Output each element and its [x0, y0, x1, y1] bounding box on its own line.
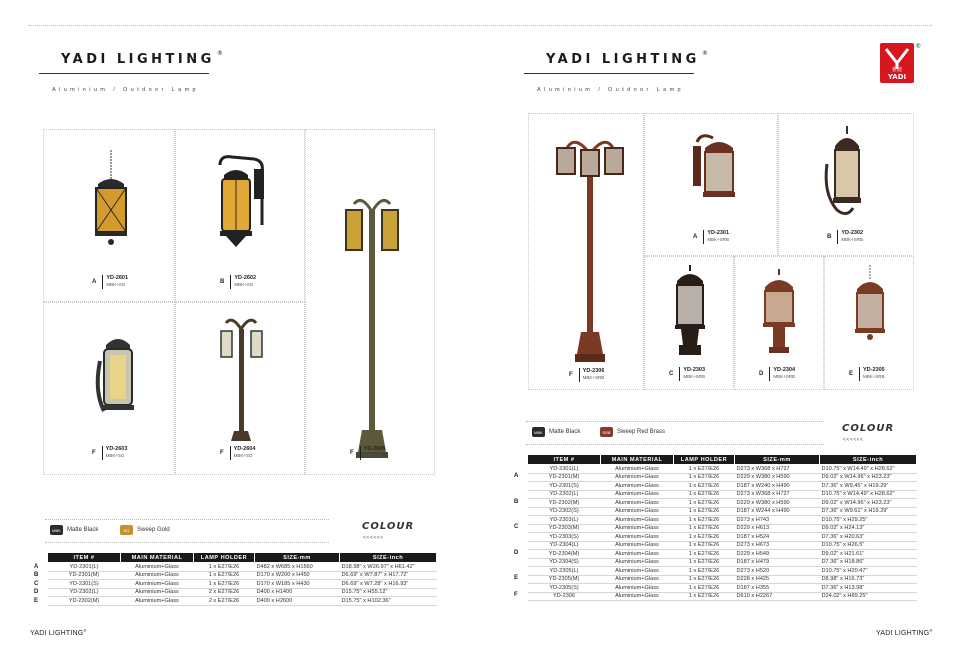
swatch-label: Sweep Gold: [137, 527, 170, 533]
pillar-lantern-image: [673, 265, 707, 360]
left-spec-table: [47, 552, 437, 606]
cell-size-mm: D482 x W685 x H1560: [255, 563, 340, 572]
cell-material: Aluminium+Glass: [601, 499, 674, 508]
product-code: YD-2302: [841, 230, 864, 236]
swatch-chip: SRB: [600, 427, 613, 437]
product-finish: MBK+SRB: [841, 237, 863, 242]
product-cell-yd-2302[interactable]: [778, 113, 914, 256]
cell-material: Aluminium+Glass: [601, 482, 674, 491]
cell-material: Aluminium+Glass: [601, 575, 674, 584]
cell-holder: 1 x E27/E26: [674, 558, 735, 567]
swatch-rule-top: [45, 519, 329, 520]
cell-size-mm: D187 x W244 x H490: [735, 507, 820, 516]
product-cell-yd-2602[interactable]: [175, 129, 305, 302]
double-garden-lamp-image: [218, 313, 266, 443]
cell-item: YD-2302(L): [48, 588, 121, 597]
table-row: [48, 588, 437, 597]
swatch-rule-bottom: [45, 542, 329, 543]
cell-size-mm: D187 x H524: [735, 533, 820, 542]
product-code: YD-2303: [683, 367, 706, 373]
cell-size-inch: D7.36" x W9.45" x H19.29": [820, 482, 917, 491]
product-label: [669, 367, 705, 381]
wall-lantern-image: [214, 155, 270, 255]
cell-size-mm: D170 x W200 x H450: [255, 571, 340, 580]
right-brand-underline: [524, 73, 694, 74]
table-row: [528, 567, 917, 576]
product-letter: B: [827, 234, 832, 240]
cell-item: YD-2301(L): [48, 563, 121, 572]
header-holder: LAMP HOLDER: [674, 455, 735, 465]
cell-size-inch: D15.75" x H55.12": [340, 588, 437, 597]
product-letter: E: [849, 371, 854, 377]
table-row: [528, 541, 917, 550]
product-code: YD-2601: [106, 275, 129, 281]
cell-holder: 1 x E27/E26: [674, 473, 735, 482]
table-row: [528, 558, 917, 567]
cell-holder: 2 x E27/E26: [194, 597, 255, 606]
group-letter: C: [514, 524, 519, 531]
cell-size-mm: D273 x H520: [735, 567, 820, 576]
header-size-mm: SIZE-mm: [735, 455, 820, 465]
cell-size-mm: D229 x H613: [735, 524, 820, 533]
cell-size-inch: D7.36" x H13.98": [820, 584, 917, 593]
wall-lantern-image: [823, 124, 873, 224]
table-row: [528, 584, 917, 593]
table-row: [528, 490, 917, 499]
cell-size-inch: D6.69" x W7.28" x H16.93": [340, 580, 437, 589]
table-row: [528, 592, 917, 601]
product-finish: MBK+SRB: [773, 374, 795, 379]
product-finish: MBK+SG: [106, 282, 126, 287]
table-header-row: [48, 553, 437, 563]
cell-size-inch: D10.75" x W14.49" x H28.62": [820, 465, 917, 474]
cell-material: Aluminium+Glass: [601, 533, 674, 542]
product-code: YD-2305: [863, 367, 885, 373]
swatch-label: Matte Black: [67, 527, 99, 533]
cell-item: YD-2305(S): [528, 584, 601, 593]
logo-text: YADI: [887, 73, 907, 81]
product-label: [849, 367, 885, 381]
cell-size-mm: D610 x H2267: [735, 592, 820, 601]
product-label: [92, 446, 127, 460]
header-material: MAIN MATERIAL: [121, 553, 194, 563]
cell-size-inch: D24.02" x H89.25": [820, 592, 917, 601]
product-cell-yd-2306[interactable]: [528, 113, 644, 390]
right-footer-reg: ®: [929, 628, 933, 633]
cell-holder: 1 x E27/E26: [674, 490, 735, 499]
header-material: MAIN MATERIAL: [601, 455, 674, 465]
product-finish: MBK+SRB: [863, 374, 885, 379]
product-letter: B: [220, 279, 225, 285]
row-letter: E: [34, 597, 39, 604]
cell-item: YD-2304(L): [528, 541, 601, 550]
yadi-logo: [880, 43, 914, 83]
left-footer-text: YADI LIGHTING: [30, 630, 84, 638]
hanging-lantern-image: [853, 265, 887, 345]
swatch-label: Matte Black: [549, 429, 581, 435]
left-footer-reg: ®: [83, 628, 87, 633]
cell-size-inch: D9.02" x H24.13": [820, 524, 917, 533]
cell-size-inch: D10.75" x H29.25": [820, 516, 917, 525]
swatch-matte-black: [50, 525, 98, 535]
cell-item: YD-2303(L): [528, 516, 601, 525]
product-letter: F: [220, 450, 224, 456]
pillar-lantern-image: [761, 269, 797, 359]
product-label: [220, 446, 255, 460]
header-item: ITEM #: [528, 455, 601, 465]
product-code: YD-2304: [773, 367, 796, 373]
cell-holder: 1 x E27/E26: [674, 584, 735, 593]
cell-material: Aluminium+Glass: [601, 465, 674, 474]
swatch-rule-bottom: [526, 444, 824, 445]
double-post-lamp-image: [340, 190, 404, 460]
swatch-chip: SG: [120, 525, 133, 535]
cell-holder: 1 x E27/E26: [674, 541, 735, 550]
row-letter: C: [34, 580, 39, 587]
left-brand-text: YADI LIGHTING: [61, 52, 215, 67]
cell-material: Aluminium+Glass: [121, 580, 194, 589]
right-brand-text: YADI LIGHTING: [546, 52, 700, 67]
cell-holder: 1 x E27/E26: [674, 533, 735, 542]
product-label: [350, 446, 385, 460]
cell-material: Aluminium+Glass: [601, 550, 674, 559]
cell-item: YD-2301(M): [48, 571, 121, 580]
cell-material: Aluminium+Glass: [601, 567, 674, 576]
left-footer: [30, 628, 87, 637]
cell-size-inch: D10.75" x W14.49" x H28.62": [820, 490, 917, 499]
cell-size-mm: D187 x W240 x H490: [735, 482, 820, 491]
cell-item: YD-2302(S): [528, 507, 601, 516]
cell-holder: 1 x E27/E26: [674, 567, 735, 576]
cell-size-inch: D10.75" x H20.47": [820, 567, 917, 576]
cell-size-mm: D229 x H549: [735, 550, 820, 559]
product-finish: MBK+SG: [233, 453, 253, 458]
cell-holder: 1 x E27/E26: [194, 580, 255, 589]
row-letter: A: [34, 563, 39, 570]
cell-holder: 1 x E27/E26: [674, 592, 735, 601]
cell-item: YD-2301(L): [528, 465, 601, 474]
product-label: [693, 230, 729, 244]
cell-item: YD-2301(M): [528, 473, 601, 482]
table-row: [528, 575, 917, 584]
cell-size-mm: D229 x W380 x H590: [735, 499, 820, 508]
cell-size-mm: D273 x W368 x H727: [735, 490, 820, 499]
table-row: [48, 597, 437, 606]
cell-material: Aluminium+Glass: [601, 592, 674, 601]
cell-size-mm: D170 x W185 x H430: [255, 580, 340, 589]
product-finish: MBK+SRB: [683, 374, 705, 379]
product-letter: A: [693, 234, 698, 240]
product-label: [92, 275, 128, 289]
cell-size-inch: D9.02" x W14.96" x H23.23": [820, 499, 917, 508]
cell-holder: 2 x E27/E26: [194, 588, 255, 597]
cell-material: Aluminium+Glass: [121, 588, 194, 597]
product-code: YD-2301: [707, 230, 730, 236]
cell-item: YD-2303(S): [528, 533, 601, 542]
cell-item: YD-2304(M): [528, 550, 601, 559]
swatch-chip: MBK: [50, 525, 63, 535]
product-code: YD-2602: [234, 275, 257, 281]
header-holder: LAMP HOLDER: [194, 553, 255, 563]
product-cell-yd-2604[interactable]: [175, 302, 305, 475]
product-letter: F: [350, 450, 354, 456]
table-row: [528, 507, 917, 516]
cell-item: YD-2302(L): [528, 490, 601, 499]
cell-material: Aluminium+Glass: [601, 541, 674, 550]
left-registered-mark: ®: [216, 50, 223, 57]
logo-chinese-text: 雅迪: [891, 67, 902, 73]
cell-size-mm: D273 x H673: [735, 541, 820, 550]
cell-size-mm: D273 x W368 x H727: [735, 465, 820, 474]
cell-holder: 1 x E27/E26: [674, 516, 735, 525]
row-letter: B: [34, 572, 39, 578]
cell-holder: 1 x E27/E26: [674, 465, 735, 474]
top-dotted-rule: [28, 25, 932, 26]
cell-size-inch: D7.36" x W9.61" x H19.29": [820, 507, 917, 516]
cell-size-inch: D9.02" x W14.96" x H23.23": [820, 473, 917, 482]
right-footer-text: YADI LIGHTING: [876, 630, 930, 638]
product-code: YD-2604: [233, 446, 256, 452]
wall-lantern-image: [691, 132, 737, 212]
cell-item: YD-2306: [528, 592, 601, 601]
right-brand-title: [546, 50, 708, 67]
table-row: [48, 563, 437, 572]
group-letter: F: [514, 592, 518, 599]
product-finish: MBK+SRB: [707, 237, 729, 242]
right-subtitle: Aluminium / Outdoor Lamp: [537, 87, 685, 93]
product-label: [569, 368, 604, 382]
colour-title: COLOUR: [842, 423, 895, 434]
cell-size-mm: D400 x H2600: [255, 597, 340, 606]
table-row: [528, 524, 917, 533]
cell-size-mm: D187 x H355: [735, 584, 820, 593]
cell-holder: 1 x E27/E26: [674, 575, 735, 584]
cell-material: Aluminium+Glass: [601, 558, 674, 567]
product-label: [220, 275, 256, 289]
group-letter: A: [514, 473, 519, 480]
group-letter: E: [514, 575, 519, 582]
cell-material: Aluminium+Glass: [601, 507, 674, 516]
cell-holder: 1 x E27/E26: [194, 571, 255, 580]
header-size-inch: SIZE-inch: [340, 553, 437, 563]
product-label: [827, 230, 863, 244]
table-row: [528, 550, 917, 559]
cell-material: Aluminium+Glass: [601, 516, 674, 525]
cell-holder: 1 x E27/E26: [674, 482, 735, 491]
left-subtitle: Aluminium / Outdoor Lamp: [52, 87, 200, 93]
colour-arrows: <<<<<<: [843, 437, 864, 443]
header-size-inch: SIZE-inch: [820, 455, 917, 465]
cell-material: Aluminium+Glass: [601, 584, 674, 593]
cell-material: Aluminium+Glass: [601, 524, 674, 533]
cell-item: YD-2301(S): [48, 580, 121, 589]
wall-lantern-image: [94, 331, 144, 431]
logo-registered-mark: ®: [916, 44, 921, 50]
table-row: [528, 465, 917, 474]
cell-size-inch: D7.36" x H18.86": [820, 558, 917, 567]
product-finish: MBK+SG: [363, 453, 383, 458]
cell-material: Aluminium+Glass: [121, 563, 194, 572]
product-letter: D: [759, 371, 764, 377]
product-cell-yd-2304[interactable]: [734, 256, 824, 390]
product-finish: MBK+SG: [234, 282, 254, 287]
cell-item: YD-2302(M): [528, 499, 601, 508]
product-cell-yd-2601[interactable]: [43, 129, 175, 302]
product-code: YD-2306: [582, 368, 605, 374]
cell-size-mm: D187 x H479: [735, 558, 820, 567]
header-size-mm: SIZE-mm: [255, 553, 340, 563]
product-cell-yd-2303[interactable]: [644, 256, 734, 390]
cell-item: YD-2302(M): [48, 597, 121, 606]
product-cell-yd-2605[interactable]: [305, 129, 435, 475]
triple-post-lamp-image: [555, 132, 625, 364]
cell-item: YD-2301(S): [528, 482, 601, 491]
product-finish: MBK+SG: [105, 453, 125, 458]
cell-material: Aluminium+Glass: [121, 571, 194, 580]
cell-item: YD-2305(M): [528, 575, 601, 584]
product-cell-yd-2301[interactable]: [644, 113, 778, 256]
cell-item: YD-2305(L): [528, 567, 601, 576]
cell-size-mm: D229 x W380 x H590: [735, 473, 820, 482]
cell-holder: 1 x E27/E26: [674, 550, 735, 559]
group-letter: D: [514, 549, 519, 556]
product-letter: F: [569, 372, 573, 378]
cell-holder: 1 x E27/E26: [674, 507, 735, 516]
table-row: [528, 482, 917, 491]
product-letter: A: [92, 279, 97, 285]
right-footer: [876, 628, 933, 637]
product-code: YD-2605: [363, 446, 386, 452]
right-registered-mark: ®: [701, 50, 708, 57]
right-spec-table: [527, 454, 917, 601]
product-letter: C: [669, 371, 674, 377]
cell-size-inch: D9.02" x H21.61": [820, 550, 917, 559]
colour-title: COLOUR: [362, 521, 415, 532]
cell-size-mm: D228 x H425: [735, 575, 820, 584]
swatch-rule-top: [526, 421, 824, 422]
swatch-matte-black: [532, 427, 580, 437]
cell-size-inch: D8.98" x H16.73": [820, 575, 917, 584]
table-row: [48, 580, 437, 589]
product-letter: F: [92, 450, 96, 456]
header-item: ITEM #: [48, 553, 121, 563]
cell-holder: 1 x E27/E26: [194, 563, 255, 572]
cell-material: Aluminium+Glass: [121, 597, 194, 606]
cell-item: YD-2303(M): [528, 524, 601, 533]
table-row: [528, 499, 917, 508]
row-letter: D: [34, 589, 39, 595]
swatch-sweep-gold: [120, 525, 170, 535]
cell-size-mm: D273 x H743: [735, 516, 820, 525]
cell-size-inch: D18.98" x W26.97" x H61.42": [340, 563, 437, 572]
group-letter: B: [514, 498, 519, 505]
product-finish: MBK+SRB: [582, 375, 605, 380]
swatch-sweep-red-brass: [600, 427, 665, 437]
cell-holder: 1 x E27/E26: [674, 499, 735, 508]
cell-size-mm: D400 x H1400: [255, 588, 340, 597]
product-cell-yd-2305[interactable]: [824, 256, 914, 390]
cell-item: YD-2304(S): [528, 558, 601, 567]
cell-material: Aluminium+Glass: [601, 473, 674, 482]
cell-size-inch: D15.75" x H102.36": [340, 597, 437, 606]
left-brand-title: [61, 50, 223, 67]
table-row: [48, 571, 437, 580]
left-brand-underline: [39, 73, 209, 74]
product-cell-yd-2603[interactable]: [43, 302, 175, 475]
product-code: YD-2603: [105, 446, 128, 452]
cell-size-inch: D10.75" x H26.5": [820, 541, 917, 550]
swatch-label: Sweep Red Brass: [617, 429, 666, 435]
table-row: [528, 533, 917, 542]
hanging-lantern-image: [90, 150, 132, 250]
table-row: [528, 473, 917, 482]
cell-size-inch: D7.36" x H20.63": [820, 533, 917, 542]
table-row: [528, 516, 917, 525]
colour-arrows: <<<<<<: [363, 535, 384, 541]
cell-material: Aluminium+Glass: [601, 490, 674, 499]
cell-holder: 1 x E27/E26: [674, 524, 735, 533]
cell-size-inch: D6.69" x W7.87" x H17.72": [340, 571, 437, 580]
product-label: [759, 367, 795, 381]
swatch-chip: MBK: [532, 427, 545, 437]
table-header-row: [528, 455, 917, 465]
